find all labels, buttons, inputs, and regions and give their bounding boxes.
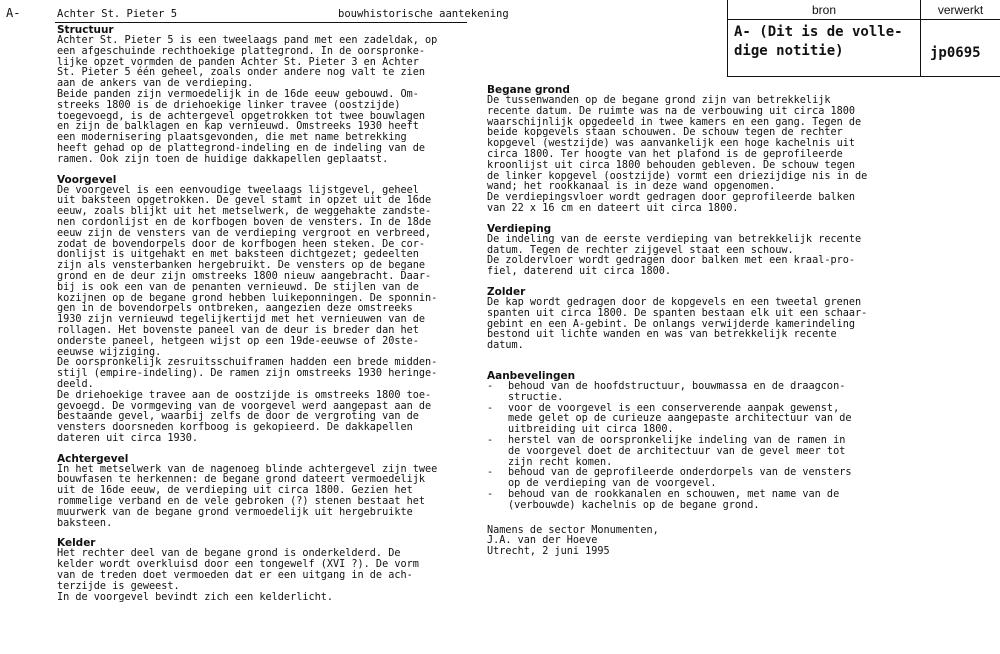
- text-line: St. Pieter 5 één geheel, zoals onder andere nog valt te zien: [57, 67, 426, 79]
- text-line: nen cordonlijst en de korfbogen boven de vensters. In de 18de: [57, 216, 432, 228]
- recommendation-item: [487, 404, 905, 436]
- text-line: voor de voorgevel is een conserverende aanpak gewenst,: [508, 402, 840, 414]
- document-mark: A-: [6, 6, 21, 20]
- text-line: De kap wordt gedragen door de kopgevels en een tweetal grenen: [487, 296, 862, 308]
- section-achtergevel: [57, 453, 475, 530]
- recommendations-list: [487, 382, 905, 512]
- text-line: De verdiepingsvloer wordt gedragen door geprofileerde balken: [487, 192, 856, 204]
- text-line: aan de ankers van de verdieping.: [57, 78, 254, 90]
- list-dash: -: [487, 488, 494, 500]
- section-structuur: [57, 24, 475, 166]
- text-line: en zijn de balklagen en kap vernieuwd. Omstreeks 1930 heeft: [57, 121, 419, 133]
- text-line: op de verdieping van de voorgevel.: [508, 478, 717, 490]
- text-line: datum.: [487, 340, 524, 352]
- text-line: mede gelet op de curieuze aangepaste architectuur van de: [508, 413, 852, 425]
- text-line: muurwerk van de begane grond vermoedelijk uit hergebruikte: [57, 506, 413, 518]
- recommendation-text: [508, 436, 845, 468]
- text-line: waarschijnlijk opgedeeld in twee kamers en een gang. Tegen de: [487, 116, 862, 128]
- section-heading: Voorgevel: [57, 173, 117, 186]
- text-line: kopgevel (westzijde) was aanvankelijk een hoge kachelnis uit: [487, 138, 856, 150]
- text-line: zijn als vensterbanken hergebruikt. De vensters op de begane: [57, 260, 426, 272]
- text-line: beide kopgevels staan schouwen. De schouw tegen de rechter: [487, 127, 843, 139]
- text-line: rommelige verband en de vele gebroken (?) stenen bestaat het: [57, 496, 426, 508]
- text-line: behoud van de geprofileerde onderdorpels van de vensters: [508, 467, 852, 479]
- text-line: recente datum. De ruimte was na de verbouwing uit circa 1800: [487, 105, 856, 117]
- text-line: eeuw, zoals blijkt uit het metselwerk, de weggehakte zandste-: [57, 206, 432, 218]
- text-line: onderste paneel, hetgeen wijst op een 19de-eeuwse of 20ste-: [57, 335, 419, 347]
- right-column: [487, 84, 905, 558]
- signature-block: [487, 526, 905, 558]
- text-line: toegevoegd, is de achtergevel opgetrokken tot twee bouwlagen: [57, 110, 426, 122]
- text-line: bouwfasen te herkennen: de begane grond dateert vermoedelijk: [57, 474, 426, 486]
- verwerkt-label: verwerkt: [937, 3, 984, 17]
- text-line: de voorgevel doet de architectuur van de gevel meer tot: [508, 445, 846, 457]
- section-begane-grond: [487, 84, 905, 215]
- text-line: wand; het rookkanaal is in deze wand opgenomen.: [487, 181, 776, 193]
- recommendations-section: [487, 370, 905, 512]
- section-heading: Begane grond: [487, 84, 570, 96]
- text-line: (verbouwde) kachelnis op de begane grond.: [508, 499, 760, 511]
- text-line: stijl (empire-indeling). De ramen zijn omstreeks 1930 heringe-: [57, 368, 438, 380]
- section-heading: Zolder: [487, 285, 526, 298]
- text-line: behoud van de rookkanalen en schouwen, met name van de: [508, 488, 840, 500]
- text-line: gebint en een A-gebint. De onlangs verwijderde kamerindeling: [487, 318, 856, 330]
- text-line: rollagen. Het bovenste paneel van de deur is breder dan het: [57, 324, 419, 336]
- section-verdieping: [487, 223, 905, 278]
- text-line: streeks 1800 is de driehoekige linker travee (oostzijde): [57, 99, 401, 111]
- text-line: uitbreiding uit circa 1800.: [508, 424, 674, 436]
- right-sections: [487, 84, 905, 352]
- text-line: grond en de deur zijn omstreeks 1800 nieuw aangebracht. Daar-: [57, 270, 432, 282]
- text-line: 1930 zijn vernieuwd tegelijkertijd met het vernieuwen van de: [57, 314, 426, 326]
- recommendation-item: [487, 490, 905, 512]
- section-heading: Kelder: [57, 537, 96, 550]
- text-line: De zoldervloer wordt gedragen door balken met een kraal-pro-: [487, 255, 856, 267]
- section-kelder: [57, 537, 475, 603]
- recommendation-item: [487, 382, 905, 404]
- list-dash: -: [487, 434, 494, 446]
- text-line: spanten uit circa 1800. De spanten bestaan elk uit een schaar-: [487, 307, 868, 319]
- text-line: structie.: [508, 391, 564, 403]
- text-line: In het metselwerk van de nagenoeg blinde achtergevel zijn twee: [57, 463, 438, 475]
- text-line: uit de 16de eeuw, de verdieping uit circa 1800. Gezien het: [57, 485, 413, 497]
- text-line: donlijst is uitgehakt en met baksteen dichtgezet; gedeelten: [57, 249, 419, 261]
- bron-label: bron: [811, 3, 837, 17]
- processed-code: jp0695: [930, 45, 981, 61]
- recommendation-text: [508, 404, 851, 436]
- source-note-line: dige notitie): [734, 43, 844, 59]
- text-line: In de voorgevel bevindt zich een kelderlicht.: [57, 591, 334, 603]
- text-line: De indeling van de eerste verdieping van betrekkelijk recente: [487, 233, 862, 245]
- recommendation-item: [487, 468, 905, 490]
- text-line: fiel, daterend uit circa 1800.: [487, 266, 672, 278]
- text-line: zijn recht komen.: [508, 456, 613, 468]
- text-line: herstel van de oorspronkelijke indeling van de ramen in: [508, 434, 846, 446]
- section-heading: Structuur: [57, 24, 114, 36]
- text-line: eeuwse wijziging.: [57, 346, 162, 358]
- recommendation-text: [508, 382, 845, 404]
- signature-line: Namens de sector Monumenten,: [487, 524, 659, 536]
- left-column: [57, 24, 475, 611]
- text-line: bestaande gevel, waarbij zelfs de door de vergroting van de: [57, 411, 419, 423]
- text-line: De driehoekige travee aan de oostzijde is omstreeks 1800 toe-: [57, 389, 432, 401]
- text-line: vensters doorsneden korfboog is gekopieerd. De dakkapellen: [57, 422, 413, 434]
- list-dash: -: [487, 467, 494, 479]
- text-line: Achter St. Pieter 5 is een tweelaags pand met een zadeldak, op: [57, 35, 438, 46]
- text-line: De voorgevel is een eenvoudige tweelaags lijstgevel, geheel: [57, 184, 419, 196]
- section-heading: Achtergevel: [57, 452, 129, 465]
- list-dash: -: [487, 402, 494, 414]
- text-line: gevoegd. De vormgeving van de voorgevel werd aangepast aan de: [57, 400, 432, 412]
- text-line: van 22 x 16 cm en dateert uit circa 1800.: [487, 202, 739, 214]
- source-box: [727, 0, 1000, 77]
- header-rule: [55, 22, 467, 23]
- source-note: [734, 23, 903, 61]
- signature-line: J.A. van der Hoeve: [487, 535, 598, 547]
- text-line: De oorspronkelijk zesruitsschuiframen hadden een brede midden-: [57, 357, 438, 369]
- text-line: behoud van de hoofdstructuur, bouwmassa en de draagcon-: [508, 380, 846, 392]
- text-line: een modernisering plaatsgevonden, die met name betrekking: [57, 132, 407, 144]
- header-doc-type: bouwhistorische aantekening: [338, 8, 509, 20]
- text-line: van de treden doet vermoeden dat er een uitgang in de ach-: [57, 570, 413, 582]
- recommendation-text: [508, 490, 839, 512]
- text-line: deeld.: [57, 378, 94, 390]
- text-line: terzijde is geweest.: [57, 580, 180, 592]
- text-line: datum. Tegen de rechter zijgevel staat een schouw.: [487, 244, 794, 256]
- header-address: Achter St. Pieter 5: [57, 8, 178, 20]
- text-line: ramen. Ook zijn toen de huidige dakkapellen geplaatst.: [57, 153, 389, 165]
- text-line: zodat de bovendorpels door de korfbogen heen steken. De cor-: [57, 238, 426, 250]
- section-heading: Verdieping: [487, 222, 552, 235]
- text-line: dateren uit circa 1930.: [57, 432, 199, 444]
- text-line: een afgeschuinde rechthoekige plattegrond. In de oorspronke-: [57, 45, 426, 57]
- text-line: eeuw zijn de vensters van de verdieping vergroot en verbreed,: [57, 227, 432, 239]
- text-line: lijke opzet vormden de panden Achter St. Pieter 3 en Achter: [57, 56, 419, 68]
- list-dash: -: [487, 380, 494, 392]
- section-voorgevel: [57, 174, 475, 445]
- text-line: gen in de bovendorpels ontbreken, aangezien deze omstreeks: [57, 303, 413, 315]
- section-zolder: [487, 286, 905, 352]
- text-line: heeft gehad op de plattegrond-indeling en de indeling van de: [57, 142, 426, 154]
- text-line: Het rechter deel van de begane grond is onderkelderd. De: [57, 548, 401, 560]
- text-line: bij is ook een van de penanten vernieuwd. De stijlen van de: [57, 281, 419, 293]
- text-line: bestond uit lichte wanden en was van betrekkelijk recente: [487, 329, 837, 341]
- recommendation-item: [487, 436, 905, 468]
- signature-line: Utrecht, 2 juni 1995: [487, 546, 610, 558]
- text-line: uit baksteen opgetrokken. De gevel stamt in opzet uit de 16de: [57, 195, 432, 207]
- text-line: de linker kopgevel (oostzijde) vormt een driezijdige nis in de: [487, 170, 868, 182]
- text-line: Beide panden zijn vermoedelijk in de 16de eeuw gebouwd. Om-: [57, 88, 419, 100]
- recommendation-text: [508, 468, 851, 490]
- text-line: kozijnen op de begane grond hebben luikeponningen. De sponnin-: [57, 292, 438, 304]
- text-line: circa 1800. Ter hoogte van het plafond is de geprofileerde: [487, 148, 843, 160]
- text-line: kelder wordt overkluisd door een tongewelf (XVI ?). De vorm: [57, 559, 419, 571]
- text-line: kroonlijst uit circa 1800 behouden gebleven. De schouw tegen: [487, 159, 856, 171]
- text-line: baksteen.: [57, 517, 113, 529]
- text-line: De tussenwanden op de begane grond zijn van betrekkelijk: [487, 95, 831, 106]
- source-note-line: A- (Dit is de volle-: [734, 24, 903, 40]
- recommendations-heading: Aanbevelingen: [487, 369, 576, 382]
